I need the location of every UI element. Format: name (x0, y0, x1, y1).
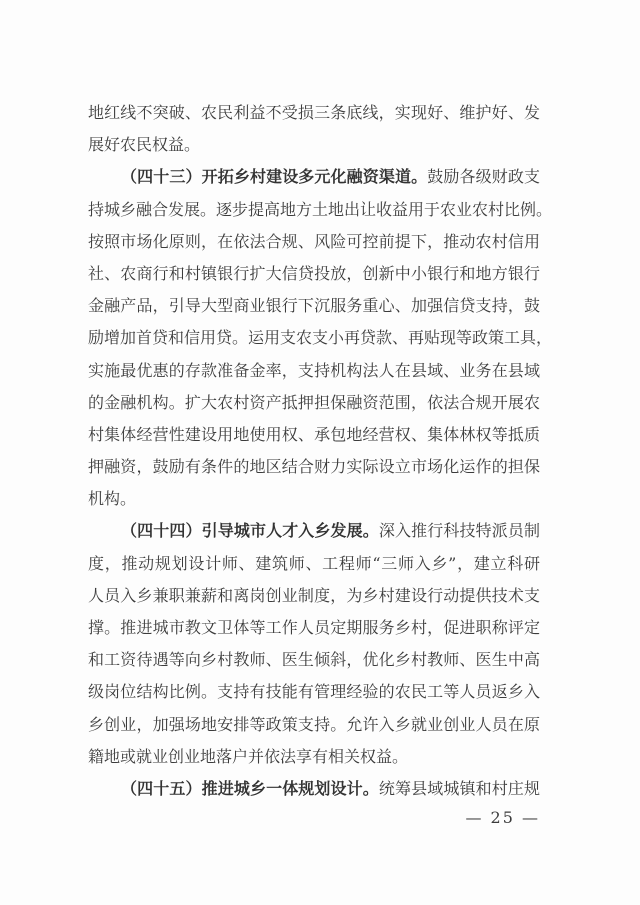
text-line (88, 644, 540, 676)
body-text: 地红线不突破、农民利益不受损三条底线，实现好、维护好、发 (88, 103, 540, 122)
text-line (88, 322, 553, 354)
text-line (88, 515, 540, 547)
body-text: 和工资待遇等向乡村教师、医生倾斜，优化乡村教师、医生中高 (88, 650, 540, 670)
body-text: 实施最优惠的存款准备金率，支持机构法人在县域、业务在县域 (88, 360, 540, 380)
text-line (88, 741, 540, 773)
text-line (88, 97, 540, 129)
body-text: 的金融机构。扩大农村资产抵押担保融资范围，依法合规开展农 (88, 392, 540, 412)
text-line (88, 194, 553, 226)
body-text: 持城乡融合发展。逐步提高地方土地出让收益用于农业农村比例。 (88, 199, 553, 219)
item-heading-text: （四十四）引导城市人才入乡发展。 (121, 521, 379, 541)
body-text: 鼓励各级财政支 (427, 167, 540, 187)
text-line (88, 612, 540, 644)
text-line (88, 129, 540, 161)
text-line (88, 709, 540, 741)
text-line (88, 419, 540, 451)
body-text: 金融产品，引导大型商业银行下沉服务重心、加强信贷支持，鼓 (88, 296, 540, 316)
body-text: 级岗位结构比例。支持有技能有管理经验的农民工等人员返乡入 (88, 682, 540, 702)
text-line (88, 387, 540, 419)
text-line (88, 451, 540, 483)
body-text: 押融资，鼓励有条件的地区结合财力实际设立市场化运作的担保 (88, 457, 540, 477)
body-text: 展好农民权益。 (88, 135, 201, 155)
body-text: 深入推行科技特派员制 (378, 521, 540, 541)
body-text: 度，推动规划设计师、建筑师、工程师“三师入乡”，建立科研 (88, 553, 540, 573)
text-line (88, 290, 540, 322)
page-number: — 25 — (465, 808, 540, 827)
text-line (88, 676, 540, 708)
text-line (88, 226, 540, 258)
text-line (88, 355, 540, 387)
body-text: 社、农商行和村镇银行扩大信贷投放，创新中小银行和地方银行 (88, 263, 540, 283)
text-line (88, 580, 540, 612)
body-text: 村集体经营性建设用地使用权、承包地经营权、集体林权等抵质 (88, 424, 540, 444)
body-text: 人员入乡兼职兼薪和离岗创业制度，为乡村建设行动提供技术支 (88, 585, 540, 605)
text-line (88, 161, 540, 193)
text-line (88, 483, 540, 515)
body-text: 撑。推进城市教文卫体等工作人员定期服务乡村，促进职称评定 (88, 618, 540, 637)
body-text: 励增加首贷和信用贷。运用支农支小再贷款、再贴现等政策工具， (88, 328, 553, 348)
body-text: 乡创业，加强场地安排等政策支持。允许入乡就业创业人员在原 (88, 714, 540, 734)
body-text: 按照市场化原则，在依法合规、风险可控前提下，推动农村信用 (88, 231, 540, 251)
body-text: 统筹县域城镇和村庄规 (378, 778, 540, 798)
item-heading-text: （四十三）开拓乡村建设多元化融资渠道。 (121, 167, 428, 187)
body-text: 机构。 (88, 489, 137, 509)
body-text: 籍地或就业创业地落户并依法享有相关权益。 (88, 746, 409, 766)
text-line (88, 773, 540, 805)
text-line (88, 258, 540, 290)
text-line (88, 548, 540, 580)
item-heading-text: （四十五）推进城乡一体规划设计。 (121, 778, 379, 798)
document-body (88, 97, 553, 805)
